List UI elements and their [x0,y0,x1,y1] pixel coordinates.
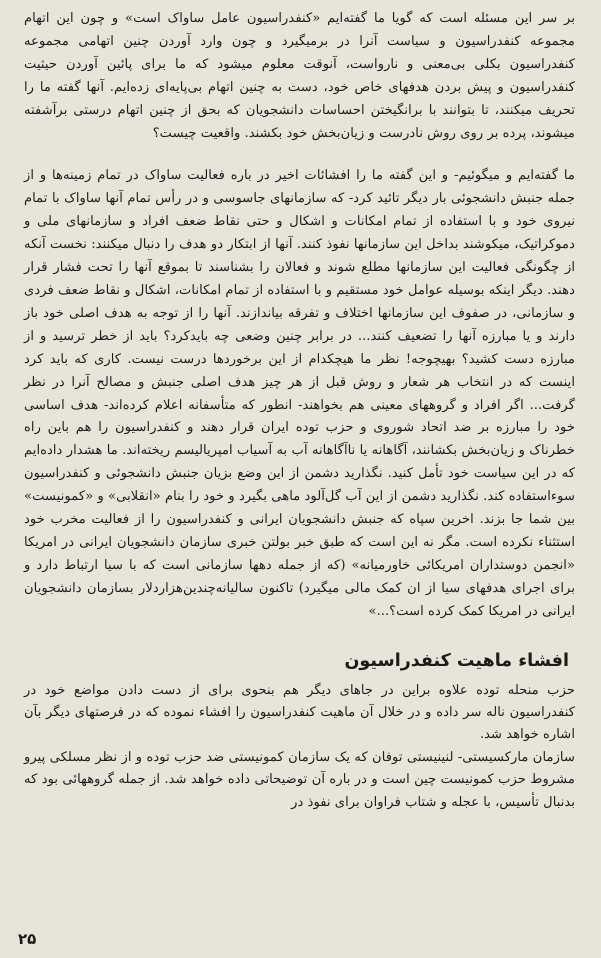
body-paragraph: بر سر این مسئله است که گویا ما گفته‌ایم «کنفدراسیون عامل ساواک است» و چون این اتهام مجموعه کنفدراسیون و سیاست آنرا در برمیگیرد و چون وارد آوردن چنین اتهامی مجموعه کنفدراسیون بکلی بی‌معنی و نارواست، آنوقت معلوم میشود که ما برای پائین آوردن حیثیت کنفدراسیون و پیش بردن هدفهای خاص خود، دست به چنین اتهام بی‌پایه‌ای زده‌ایم. آنها گفته ما را تحریف میکنند، تا بتوانند با برانگیختن احساسات دانشجویان که بحق از چنین اتهام درستی برآشفته میشوند، پرده بر روی روش نادرست و زیان‌بخش خود بکشند. واقعیت چیست؟ [24,11,575,141]
body-paragraph: حزب منحله توده علاوه براین در جاهای دیگر هم بنحوی برای از دست دادن مواضع خود در کنفدراسیون ناله سر داده و در خلال آن ماهیت کنفدراسیون را افشاء نموده که در فرصتهای دیگر بآن اشاره خواهد شد. [24,682,575,743]
section-heading: افشاء ماهیت کنفدراسیون [344,650,569,671]
body-paragraph: سازمان مارکسیستی- لنینیستی توفان که یک سازمان کمونیستی ضد حزب توده و از نظر مسلکی پیرو مشروط حزب کمونیست چین است و در باره آن توضیحاتی داده خواهد شد. از جمله گروههائی بود که بدنبال تأسیس، با عجله و شتاب فراوان برای نفوذ در [24,749,575,810]
page-number: ۲۵ [18,930,37,948]
body-paragraph: ما گفته‌ایم و میگوئیم- و این گفته ما را افشائات اخیر در باره فعالیت ساواک در تمام زمینه‌ها و از جمله جنبش دانشجوئی بار دیگر تائید کرد- که سازمانهای جاسوسی و در رأس تمام آنها ساواک با تمام نیروی خود و با استفاده از تمام امکانات و اشکال و حتی نقاط ضعف افراد و سازمانهای ملی و دموکراتیک، میکوشند بداخل این سازمانها نفوذ کنند. آنها از ابتکار دو هدف را دنبال میکنند: نخست آنکه از چگونگی فعالیت این سازمانها مطلع شوند و فعالان را بشناسند تا بموقع آنها را تحت فشار قرار دهند. دیگر اینکه بوسیله عوامل خود مستقیم و با استفاده از تمام امکانات، اشکال و نقاط ضعف فردی و سازمانی، در صفوف این سازمانها اختلاف و تفرقه بیاندازند. آنها را از توجه به هدف اصلی خود باز دارند و یا مبارزه آنها را تضعیف کنند... در برابر چنین وضعی چه بایدکرد؟ باید از خطر ترسید و از مبارزه دست کشید؟ بهیچوجه! نظر ما هیچکدام از این برخوردها درست نیست. کاری که باید کرد اینست که در انتخاب هر شعار و روش قبل از هر چیز هدف اصلی جنبش و مصالح آنرا در نظر گرفت... اگر افراد و گروههای معینی هم بخواهند- انطور که متأسفانه اعلام کرده‌اند- هدف اساسی خود را مبارزه بر ضد اتحاد شوروی و حزب توده ایران قرار دهند و کنفدراسیون را هم باین راه خطرناک و زیان‌بخش بکشانند، آگاهانه یا ناآگاهانه آب به آسیاب امپریالیسم ریخته‌اند. ما هشدار داده‌ایم که در این سیاست خود تأمل کنید. نگذارید دشمن از این وضع بزیان جنبش دانشجوئی و کنفدراسیون سوءاستفاده کند. نگذارید دشمن از این آب گل‌آلود ماهی بگیرد و خود را بنام «انقلابی» و «کمونیست» بین شما جا بزند. اخرین سپاه که جنبش دانشجویان ایرانی و کنفدراسیون را از فعالیت مخرب خود استثناء نکرده است. مگر نه این است که طبق خبر بولتن خبری سازمان دانشجویان ایرانی در امریکا «انجمن دوستداران امریکائی خاورمیانه» (که از جمله دهها سازمانی است که با سیا ارتباط دارد و برای اجرای هدفهای سیا از ان کمک مالی میگیرد) تاکنون سالیانه‌چندین‌هزاردلار بسازمان دانشجویان ایرانی در امریکا کمک کرده است؟...» [24,168,575,619]
